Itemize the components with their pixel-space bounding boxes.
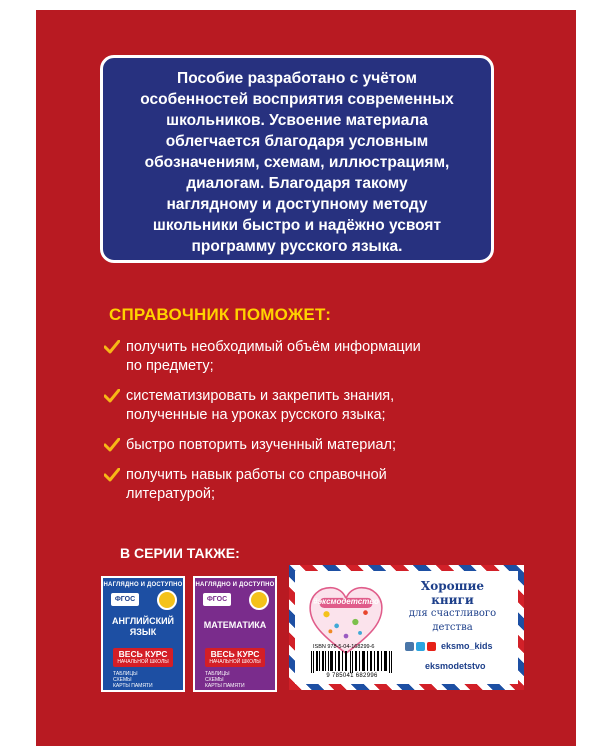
helps-heading: СПРАВОЧНИК ПОМОЖЕТ:: [109, 305, 332, 324]
list-item: [104, 338, 484, 376]
medal-icon: [157, 590, 177, 610]
check-icon: [104, 468, 120, 482]
intro-line: Пособие разработано с учётом: [177, 70, 417, 87]
list-item-line: быстро повторить изученный материал;: [126, 437, 396, 453]
list-item-line: систематизировать и закрепить знания,: [126, 388, 395, 404]
course-label: ВЕСЬ КУРС: [210, 649, 260, 659]
check-icon: [104, 438, 120, 452]
check-icon: [104, 389, 120, 403]
intro-line: школьники быстро и надёжно усвоят: [152, 217, 442, 234]
isbn: ISBN 978-5-04-168299-6: [313, 644, 375, 650]
list-item-line: полученные на уроках русского языка;: [126, 407, 386, 423]
book-title-line: АНГЛИЙСКИЙ: [111, 616, 175, 626]
intro-line: наглядному и доступному методу: [166, 196, 428, 213]
barcode-number: 9 785041 682996: [326, 673, 378, 679]
site-link[interactable]: eksmodetstvo: [425, 661, 486, 671]
book-tag: НАГЛЯДНО И ДОСТУПНО: [103, 582, 183, 588]
list-item-line: по предмету;: [126, 358, 214, 374]
social-links: [405, 641, 493, 651]
intro-line: школьников. Усвоение материала: [166, 112, 428, 129]
list-item-line: получить навык работы со справочной: [126, 467, 387, 483]
medal-icon: [249, 590, 269, 610]
slogan-line: книги: [431, 593, 474, 607]
list-item: [104, 387, 484, 425]
hashtag: #эксмодетство: [313, 597, 379, 606]
fgos-badge: ФГОС: [203, 593, 231, 606]
course-badge: [113, 648, 173, 667]
intro-box: [100, 55, 494, 263]
telegram-icon[interactable]: [416, 642, 425, 651]
intro-line: обозначениям, схемам, иллюстрациям,: [144, 154, 450, 171]
book-math-cover: [193, 576, 277, 692]
book-feature: КАРТЫ ПАМЯТИ: [113, 683, 153, 689]
book-english-cover: [101, 576, 185, 692]
barcode: [309, 651, 395, 673]
social-handle[interactable]: eksmo_kids: [441, 641, 493, 651]
list-item: [104, 466, 484, 504]
vk-icon[interactable]: [405, 642, 414, 651]
book-tag: НАГЛЯДНО И ДОСТУПНО: [195, 582, 275, 588]
book-feature: КАРТЫ ПАМЯТИ: [205, 683, 245, 689]
course-sublabel: НАЧАЛЬНОЙ ШКОЛЫ: [209, 659, 261, 665]
book-features: [113, 671, 153, 689]
intro-line: особенностей восприятия современных: [140, 91, 454, 108]
series-heading: В СЕРИИ ТАКЖЕ:: [120, 545, 240, 561]
book-feature: ТАБЛИЦЫ: [113, 671, 138, 677]
slogan-line: Хорошие: [420, 579, 485, 593]
intro-line: облегчается благодаря условным: [165, 133, 429, 150]
slogan-line: детства: [432, 622, 473, 633]
slogan: [390, 579, 515, 635]
book-title: [105, 616, 181, 638]
list-item: [104, 436, 484, 455]
list-item-line: получить необходимый объём информации: [126, 339, 421, 355]
youtube-icon[interactable]: [427, 642, 436, 651]
book-title-line: ЯЗЫК: [129, 627, 157, 637]
book-features: [205, 671, 245, 689]
fgos-badge: ФГОС: [111, 593, 139, 606]
slogan-line: для счастливого: [408, 608, 497, 619]
list-item-line: литературой;: [126, 486, 216, 502]
book-feature: СХЕМЫ: [205, 677, 224, 683]
helps-list: [104, 338, 484, 515]
book-title: [197, 620, 273, 631]
intro-line: программу русского языка.: [191, 238, 403, 255]
book-feature: ТАБЛИЦЫ: [205, 671, 230, 677]
course-sublabel: НАЧАЛЬНОЙ ШКОЛЫ: [117, 659, 169, 665]
check-icon: [104, 340, 120, 354]
intro-line: диалогам. Благодаря такому: [186, 175, 408, 192]
book-feature: СХЕМЫ: [113, 677, 132, 683]
book-title-line: МАТЕМАТИКА: [203, 620, 267, 630]
course-label: ВЕСЬ КУРС: [118, 649, 168, 659]
publisher-stamp: [289, 565, 524, 690]
course-badge: [205, 648, 265, 667]
